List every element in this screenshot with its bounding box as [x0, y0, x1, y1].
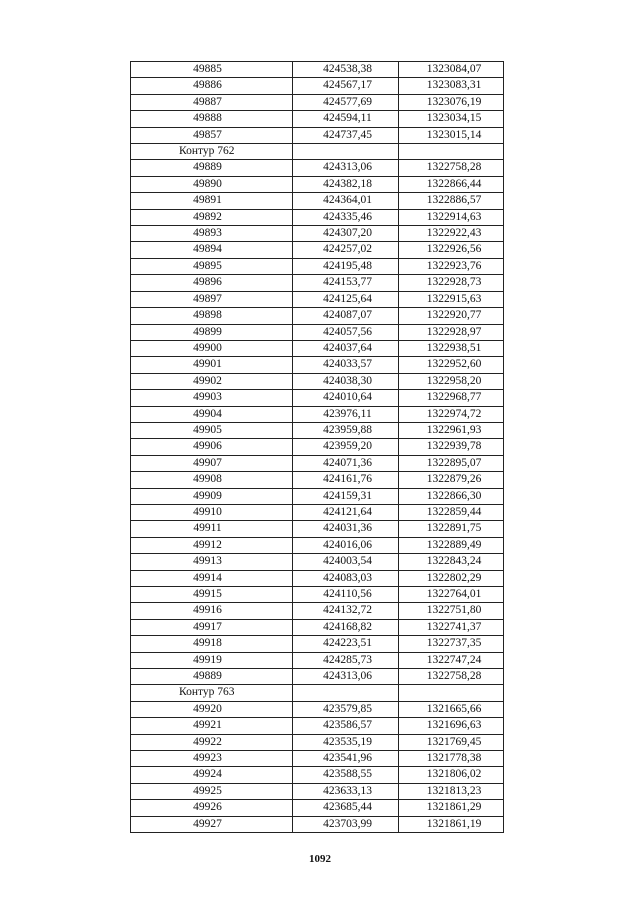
table-row	[131, 587, 504, 603]
page-number: 1092	[309, 853, 331, 865]
x-coordinate-cell: 424382,18	[293, 176, 399, 192]
x-coordinate-cell: 423633,13	[293, 783, 399, 799]
point-number-cell: 49903	[131, 390, 293, 406]
table-row	[131, 751, 504, 767]
table-row	[131, 767, 504, 783]
table-row	[131, 554, 504, 570]
table-row	[131, 603, 504, 619]
point-number-cell: 49909	[131, 488, 293, 504]
empty-cell	[293, 144, 399, 160]
table-row	[131, 619, 504, 635]
point-number-cell: 49885	[131, 62, 293, 78]
coordinates-table	[130, 61, 504, 833]
point-number-cell: 49926	[131, 800, 293, 816]
table-row	[131, 455, 504, 471]
point-number-cell: 49896	[131, 275, 293, 291]
y-coordinate-cell: 1321861,19	[399, 816, 504, 832]
point-number-cell: 49901	[131, 357, 293, 373]
point-number-cell: 49906	[131, 439, 293, 455]
point-number-cell: 49902	[131, 373, 293, 389]
y-coordinate-cell: 1322886,57	[399, 193, 504, 209]
point-number-cell: 49889	[131, 160, 293, 176]
x-coordinate-cell: 424125,64	[293, 291, 399, 307]
coordinates-table-body	[131, 62, 504, 833]
point-number-cell: 49917	[131, 619, 293, 635]
x-coordinate-cell: 424313,06	[293, 160, 399, 176]
x-coordinate-cell: 424161,76	[293, 472, 399, 488]
empty-cell	[293, 685, 399, 701]
table-row	[131, 570, 504, 586]
y-coordinate-cell: 1322958,20	[399, 373, 504, 389]
y-coordinate-cell: 1322889,49	[399, 537, 504, 553]
y-coordinate-cell: 1322915,63	[399, 291, 504, 307]
x-coordinate-cell: 424071,36	[293, 455, 399, 471]
y-coordinate-cell: 1322747,24	[399, 652, 504, 668]
y-coordinate-cell: 1321696,63	[399, 718, 504, 734]
x-coordinate-cell: 424538,38	[293, 62, 399, 78]
x-coordinate-cell: 423703,99	[293, 816, 399, 832]
table-row	[131, 521, 504, 537]
y-coordinate-cell: 1323034,15	[399, 111, 504, 127]
x-coordinate-cell: 424594,11	[293, 111, 399, 127]
point-number-cell: 49924	[131, 767, 293, 783]
y-coordinate-cell: 1322859,44	[399, 504, 504, 520]
x-coordinate-cell: 423588,55	[293, 767, 399, 783]
y-coordinate-cell: 1323076,19	[399, 94, 504, 110]
y-coordinate-cell: 1322974,72	[399, 406, 504, 422]
table-row	[131, 439, 504, 455]
x-coordinate-cell: 424313,06	[293, 669, 399, 685]
x-coordinate-cell: 423579,85	[293, 701, 399, 717]
point-number-cell: 49913	[131, 554, 293, 570]
point-number-cell: 49907	[131, 455, 293, 471]
point-number-cell: 49857	[131, 127, 293, 143]
x-coordinate-cell: 424737,45	[293, 127, 399, 143]
y-coordinate-cell: 1322928,73	[399, 275, 504, 291]
y-coordinate-cell: 1322802,29	[399, 570, 504, 586]
x-coordinate-cell: 424159,31	[293, 488, 399, 504]
y-coordinate-cell: 1322891,75	[399, 521, 504, 537]
x-coordinate-cell: 424285,73	[293, 652, 399, 668]
x-coordinate-cell: 424010,64	[293, 390, 399, 406]
table-row	[131, 406, 504, 422]
y-coordinate-cell: 1322737,35	[399, 636, 504, 652]
x-coordinate-cell: 424132,72	[293, 603, 399, 619]
point-number-cell: 49887	[131, 94, 293, 110]
x-coordinate-cell: 424195,48	[293, 258, 399, 274]
table-row	[131, 340, 504, 356]
y-coordinate-cell: 1321861,29	[399, 800, 504, 816]
y-coordinate-cell: 1322764,01	[399, 587, 504, 603]
y-coordinate-cell: 1322920,77	[399, 308, 504, 324]
contour-label: Контур 763	[131, 685, 293, 701]
point-number-cell: 49889	[131, 669, 293, 685]
table-row	[131, 373, 504, 389]
table-row	[131, 78, 504, 94]
y-coordinate-cell: 1323015,14	[399, 127, 504, 143]
x-coordinate-cell: 424577,69	[293, 94, 399, 110]
point-number-cell: 49886	[131, 78, 293, 94]
point-number-cell: 49900	[131, 340, 293, 356]
table-row	[131, 537, 504, 553]
x-coordinate-cell: 424335,46	[293, 209, 399, 225]
x-coordinate-cell: 424031,36	[293, 521, 399, 537]
x-coordinate-cell: 423685,44	[293, 800, 399, 816]
point-number-cell: 49893	[131, 226, 293, 242]
point-number-cell: 49915	[131, 587, 293, 603]
y-coordinate-cell: 1322938,51	[399, 340, 504, 356]
x-coordinate-cell: 423541,96	[293, 751, 399, 767]
point-number-cell: 49914	[131, 570, 293, 586]
x-coordinate-cell: 424083,03	[293, 570, 399, 586]
x-coordinate-cell: 424016,06	[293, 537, 399, 553]
table-row	[131, 669, 504, 685]
x-coordinate-cell: 424110,56	[293, 587, 399, 603]
point-number-cell: 49899	[131, 324, 293, 340]
x-coordinate-cell: 423586,57	[293, 718, 399, 734]
y-coordinate-cell: 1321778,38	[399, 751, 504, 767]
table-row	[131, 734, 504, 750]
x-coordinate-cell: 424038,30	[293, 373, 399, 389]
y-coordinate-cell: 1322843,24	[399, 554, 504, 570]
y-coordinate-cell: 1322758,28	[399, 669, 504, 685]
y-coordinate-cell: 1322866,30	[399, 488, 504, 504]
y-coordinate-cell: 1322923,76	[399, 258, 504, 274]
x-coordinate-cell: 424307,20	[293, 226, 399, 242]
x-coordinate-cell: 424037,64	[293, 340, 399, 356]
contour-header-row	[131, 685, 504, 701]
point-number-cell: 49921	[131, 718, 293, 734]
table-row	[131, 390, 504, 406]
table-row	[131, 816, 504, 832]
table-row	[131, 275, 504, 291]
y-coordinate-cell: 1322741,37	[399, 619, 504, 635]
x-coordinate-cell: 424223,51	[293, 636, 399, 652]
y-coordinate-cell: 1323083,31	[399, 78, 504, 94]
table-row	[131, 94, 504, 110]
point-number-cell: 49892	[131, 209, 293, 225]
x-coordinate-cell: 424364,01	[293, 193, 399, 209]
point-number-cell: 49927	[131, 816, 293, 832]
table-row	[131, 783, 504, 799]
point-number-cell: 49923	[131, 751, 293, 767]
table-row	[131, 291, 504, 307]
table-row	[131, 242, 504, 258]
y-coordinate-cell: 1321769,45	[399, 734, 504, 750]
y-coordinate-cell: 1321665,66	[399, 701, 504, 717]
table-row	[131, 357, 504, 373]
empty-cell	[399, 685, 504, 701]
point-number-cell: 49920	[131, 701, 293, 717]
y-coordinate-cell: 1322961,93	[399, 422, 504, 438]
y-coordinate-cell: 1322895,07	[399, 455, 504, 471]
y-coordinate-cell: 1322751,80	[399, 603, 504, 619]
y-coordinate-cell: 1321813,23	[399, 783, 504, 799]
point-number-cell: 49919	[131, 652, 293, 668]
y-coordinate-cell: 1322914,63	[399, 209, 504, 225]
table-row	[131, 308, 504, 324]
point-number-cell: 49925	[131, 783, 293, 799]
table-row	[131, 636, 504, 652]
contour-label: Контур 762	[131, 144, 293, 160]
x-coordinate-cell: 424153,77	[293, 275, 399, 291]
point-number-cell: 49888	[131, 111, 293, 127]
table-row	[131, 160, 504, 176]
y-coordinate-cell: 1322758,28	[399, 160, 504, 176]
y-coordinate-cell: 1321806,02	[399, 767, 504, 783]
y-coordinate-cell: 1322879,26	[399, 472, 504, 488]
x-coordinate-cell: 424087,07	[293, 308, 399, 324]
x-coordinate-cell: 424057,56	[293, 324, 399, 340]
table-row	[131, 504, 504, 520]
table-row	[131, 127, 504, 143]
x-coordinate-cell: 424003,54	[293, 554, 399, 570]
point-number-cell: 49922	[131, 734, 293, 750]
x-coordinate-cell: 424168,82	[293, 619, 399, 635]
y-coordinate-cell: 1322952,60	[399, 357, 504, 373]
table-row	[131, 800, 504, 816]
y-coordinate-cell: 1322926,56	[399, 242, 504, 258]
point-number-cell: 49910	[131, 504, 293, 520]
point-number-cell: 49890	[131, 176, 293, 192]
table-row	[131, 472, 504, 488]
x-coordinate-cell: 423535,19	[293, 734, 399, 750]
point-number-cell: 49891	[131, 193, 293, 209]
point-number-cell: 49916	[131, 603, 293, 619]
table-row	[131, 422, 504, 438]
y-coordinate-cell: 1322928,97	[399, 324, 504, 340]
x-coordinate-cell: 423976,11	[293, 406, 399, 422]
y-coordinate-cell: 1322922,43	[399, 226, 504, 242]
x-coordinate-cell: 423959,20	[293, 439, 399, 455]
table-row	[131, 652, 504, 668]
y-coordinate-cell: 1322939,78	[399, 439, 504, 455]
table-row	[131, 718, 504, 734]
y-coordinate-cell: 1323084,07	[399, 62, 504, 78]
point-number-cell: 49912	[131, 537, 293, 553]
table-row	[131, 258, 504, 274]
point-number-cell: 49918	[131, 636, 293, 652]
point-number-cell: 49894	[131, 242, 293, 258]
table-row	[131, 62, 504, 78]
point-number-cell: 49895	[131, 258, 293, 274]
table-row	[131, 193, 504, 209]
table-row	[131, 324, 504, 340]
x-coordinate-cell: 423959,88	[293, 422, 399, 438]
x-coordinate-cell: 424567,17	[293, 78, 399, 94]
table-row	[131, 226, 504, 242]
point-number-cell: 49897	[131, 291, 293, 307]
x-coordinate-cell: 424257,02	[293, 242, 399, 258]
point-number-cell: 49905	[131, 422, 293, 438]
x-coordinate-cell: 424121,64	[293, 504, 399, 520]
y-coordinate-cell: 1322866,44	[399, 176, 504, 192]
table-row	[131, 488, 504, 504]
table-row	[131, 209, 504, 225]
point-number-cell: 49911	[131, 521, 293, 537]
point-number-cell: 49898	[131, 308, 293, 324]
point-number-cell: 49904	[131, 406, 293, 422]
y-coordinate-cell: 1322968,77	[399, 390, 504, 406]
x-coordinate-cell: 424033,57	[293, 357, 399, 373]
table-row	[131, 111, 504, 127]
empty-cell	[399, 144, 504, 160]
contour-header-row	[131, 144, 504, 160]
table-row	[131, 701, 504, 717]
point-number-cell: 49908	[131, 472, 293, 488]
table-row	[131, 176, 504, 192]
